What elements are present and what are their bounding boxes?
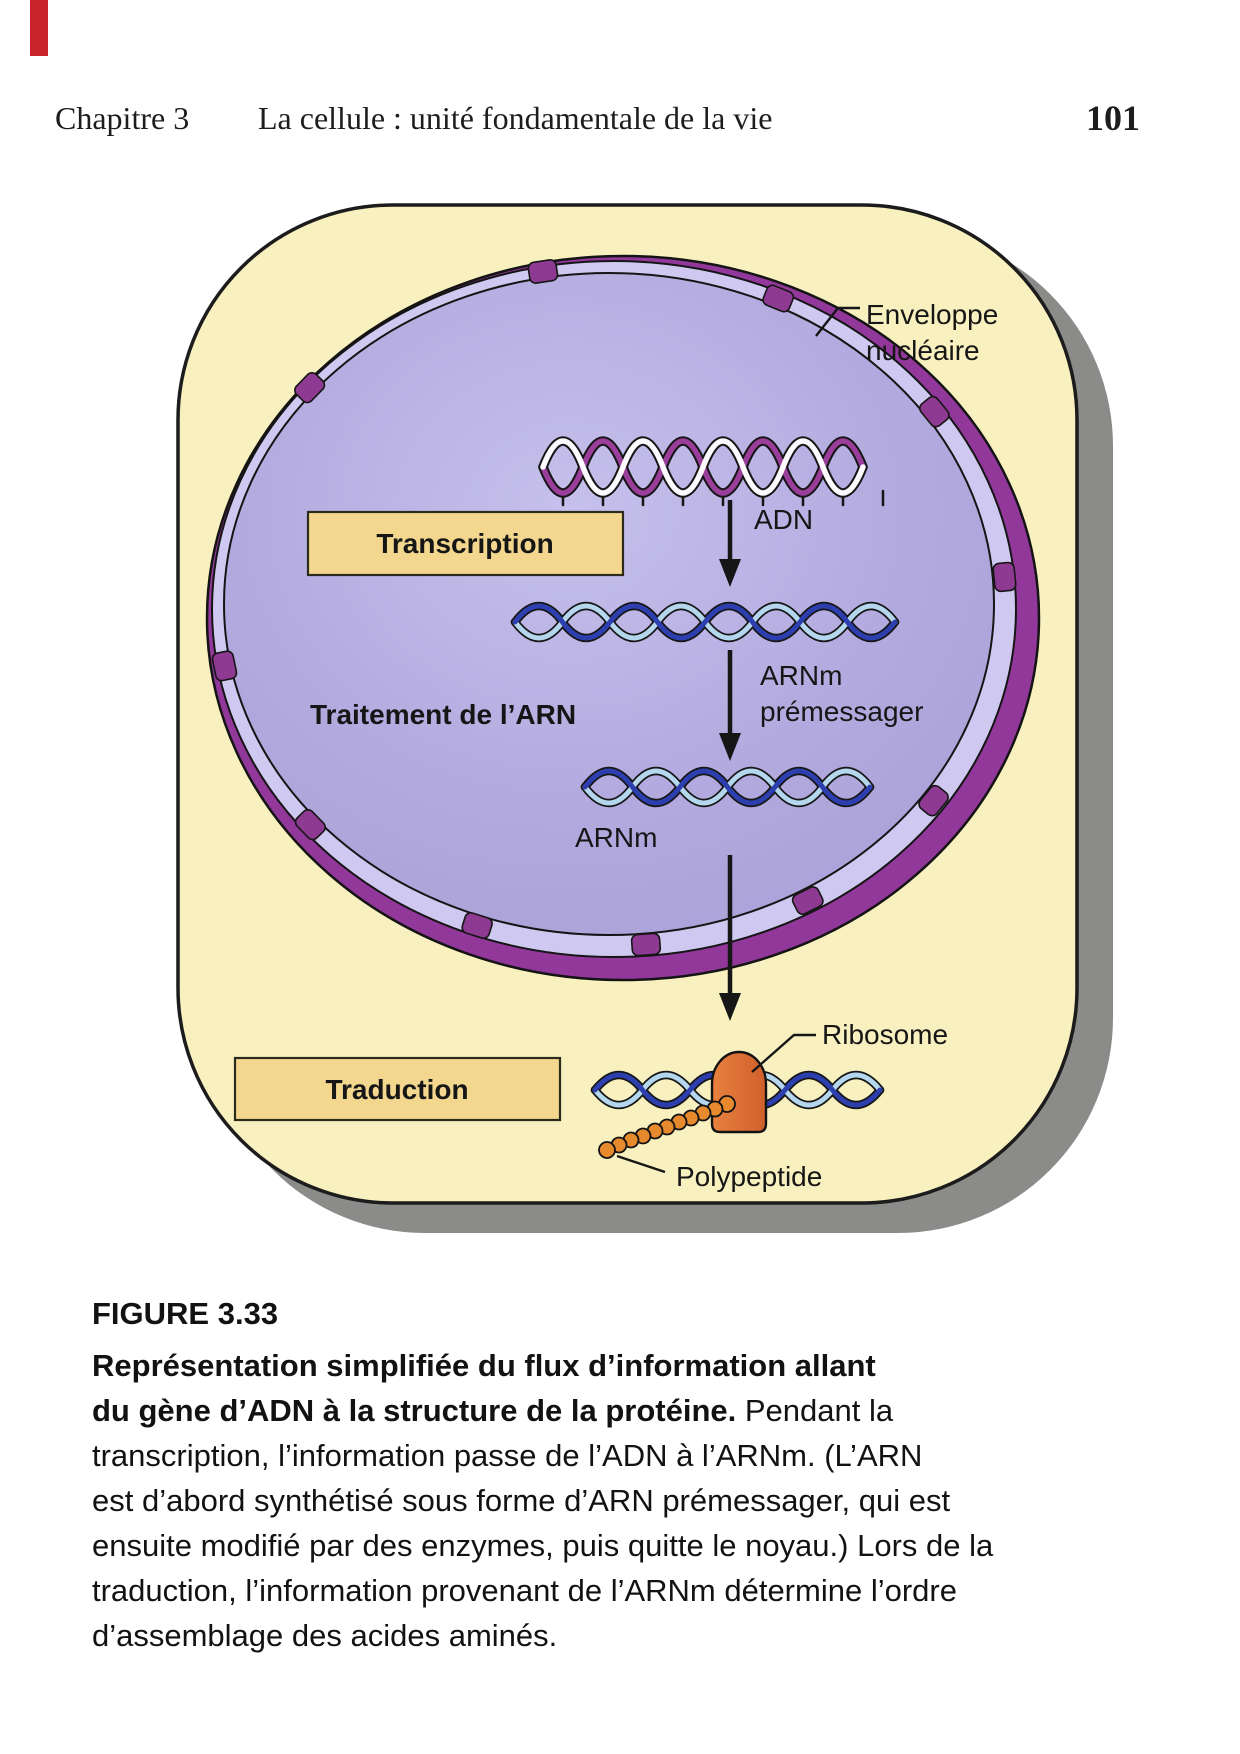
- traitement-arn-label: Traitement de l’ARN: [310, 699, 577, 730]
- caption-line: traduction, l’information provenant de l’ARNm détermine l’ordre: [92, 1573, 957, 1608]
- page-edge-red-tab: [30, 0, 48, 56]
- caption-line: ensuite modifié par des enzymes, puis quitte le noyau.) Lors de la: [92, 1528, 994, 1563]
- arnm-premessager-label-line2: prémessager: [760, 696, 924, 727]
- arnm-premessager-label-line1: ARNm: [760, 660, 843, 691]
- traduction-label: Traduction: [325, 1074, 469, 1105]
- page-number: 101: [1086, 98, 1140, 138]
- caption-line: transcription, l’information passe de l’ADN à l’ARNm. (L’ARN: [92, 1438, 923, 1473]
- cell-diagram-svg: [176, 203, 1079, 1205]
- adn-label: ADN: [754, 504, 814, 535]
- caption-line: Représentation simplifiée du flux d’information allant: [92, 1348, 876, 1383]
- ribosome-body: [712, 1052, 766, 1132]
- polypeptide-label: Polypeptide: [676, 1161, 823, 1192]
- caption-line: est d’abord synthétisé sous forme d’ARN prémessager, qui est: [92, 1483, 951, 1518]
- enveloppe-label-line2: nucléaire: [866, 335, 980, 366]
- caption-line: du gène d’ADN à la structure de la protéine. Pendant la: [92, 1393, 894, 1428]
- figure-3-33-diagram: [176, 203, 1079, 1205]
- transcription-label: Transcription: [376, 528, 554, 559]
- enveloppe-label-line1: Enveloppe: [866, 299, 999, 330]
- ribosome-label: Ribosome: [822, 1019, 949, 1050]
- figure-caption-heading: FIGURE 3.33: [92, 1296, 279, 1331]
- arnm-label: ARNm: [575, 822, 658, 853]
- chapter-label: Chapitre 3: [55, 100, 190, 136]
- caption-line: d’assemblage des acides aminés.: [92, 1618, 558, 1653]
- running-head-title: La cellule : unité fondamentale de la vie: [258, 100, 773, 136]
